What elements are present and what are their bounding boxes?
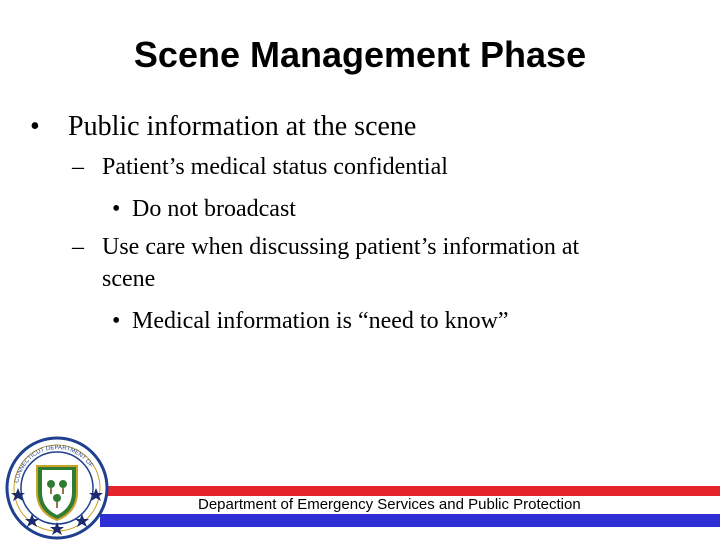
bullet-text: Medical information is “need to know”	[132, 308, 509, 334]
bullet-text: scene	[102, 266, 156, 292]
bullet-marker: •	[112, 196, 121, 222]
footer-stripe-red	[100, 486, 720, 496]
bullet-level3	[112, 194, 296, 224]
bullet-text: Public information at the scene	[68, 111, 417, 142]
bullet-level2	[72, 152, 448, 182]
dash-marker: –	[72, 154, 84, 180]
state-seal-icon	[4, 436, 110, 540]
bullet-text: Patient’s medical status confidential	[102, 154, 448, 180]
bullet-text: Do not broadcast	[132, 196, 296, 222]
footer-stripe-blue	[100, 514, 720, 527]
bullet-text: Use care when discussing patient’s information at	[102, 234, 580, 260]
bullet-level3	[112, 306, 509, 336]
slide-title: Scene Management Phase	[133, 34, 587, 75]
bullet-marker: •	[30, 111, 40, 142]
bullet-level1	[30, 110, 416, 144]
bullet-marker: •	[112, 308, 121, 334]
bullet-level2	[72, 232, 579, 262]
bullet-continuation	[102, 264, 155, 294]
dash-marker: –	[72, 234, 84, 260]
footer-department-name: Department of Emergency Services and Public Protection	[198, 496, 581, 513]
svg-text:CONNECTICUT DEPARTMENT OF: CONNECTICUT DEPARTMENT OF	[14, 444, 94, 484]
